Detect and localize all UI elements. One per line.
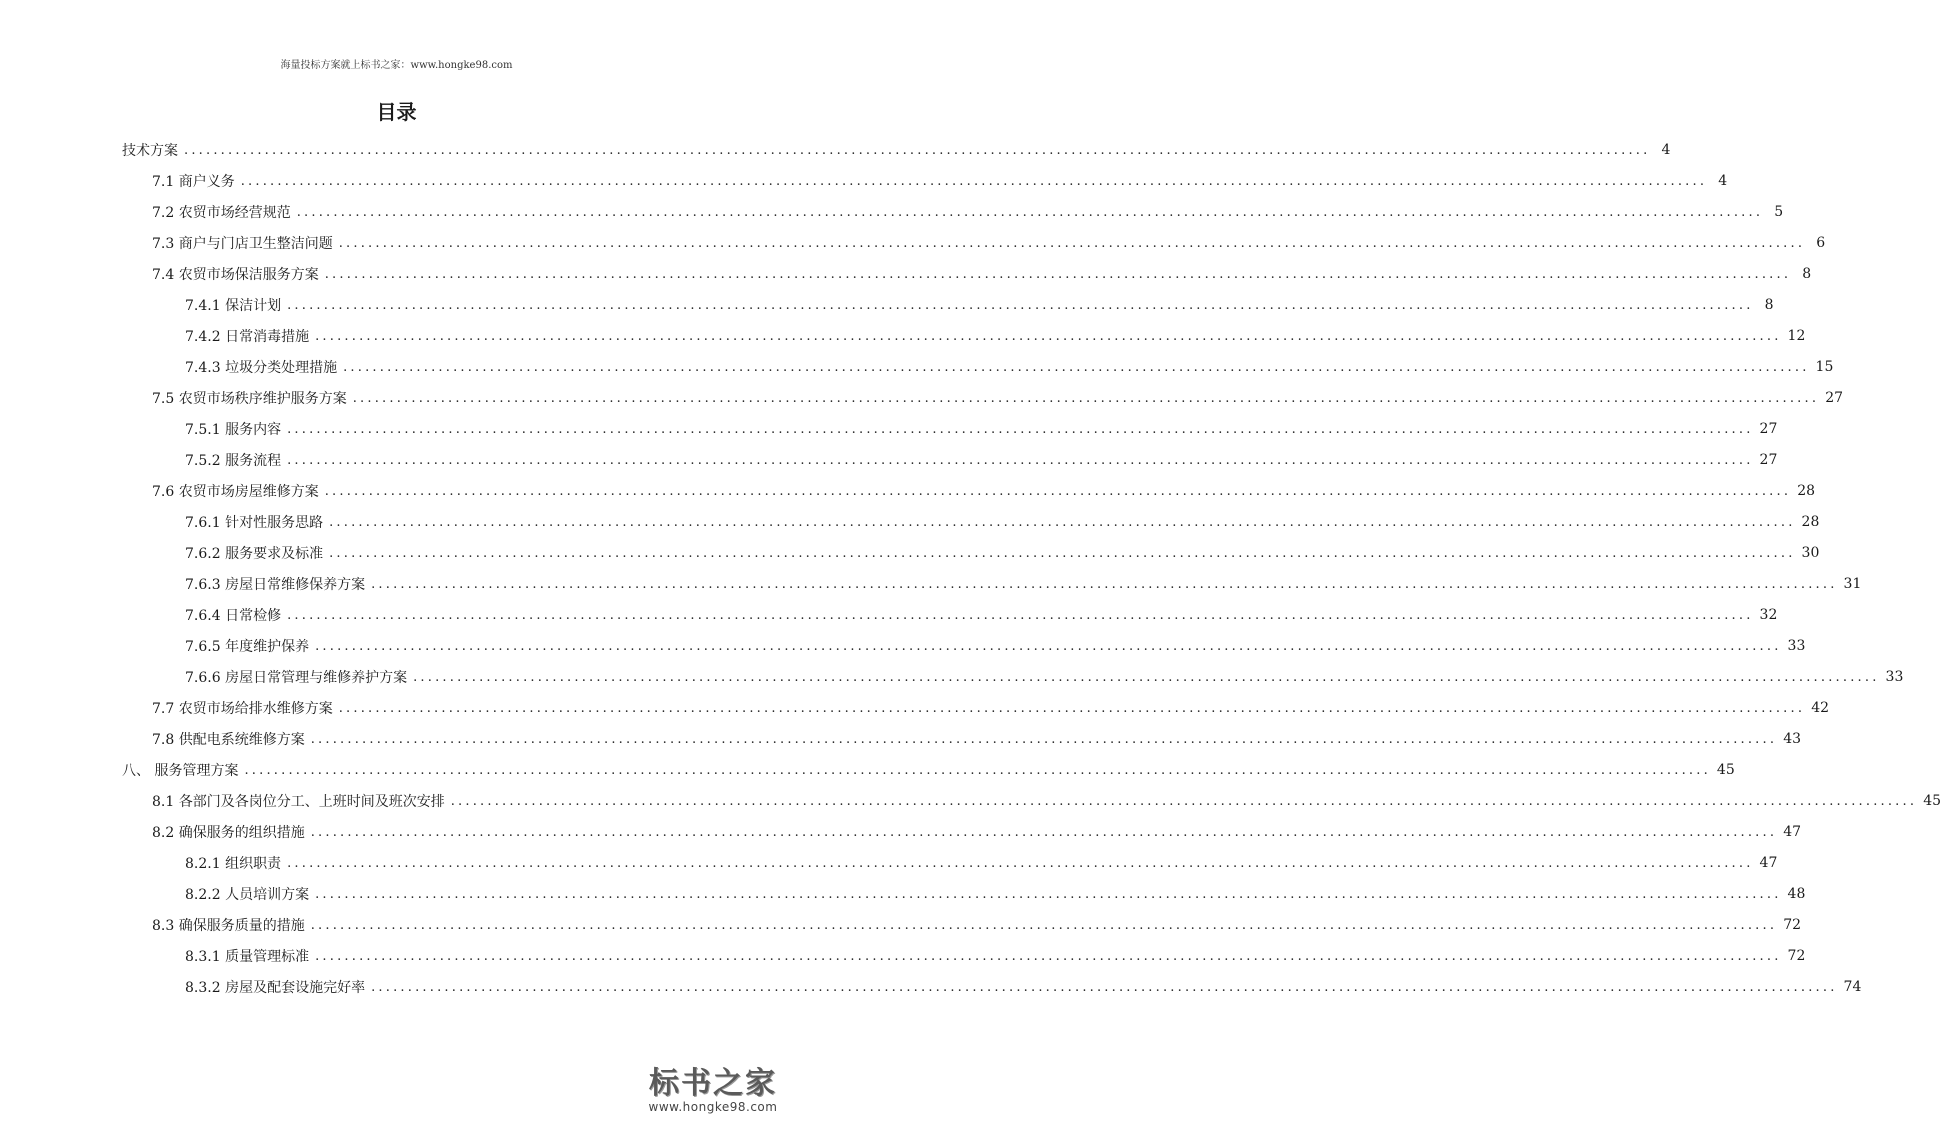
toc-entry-page: 8 [1802,266,1812,282]
toc-leader-dots: ........................................................................................................................................................................................................ [240,173,1708,189]
toc-entry[interactable] [152,789,1941,813]
toc-entry-page: 30 [1801,545,1820,561]
toc-entry[interactable] [185,355,1834,379]
toc-entry-label: 7.6.2 服务要求及标准 [185,546,324,562]
toc-leader-dots: ........................................................................................................................................................................................................ [244,762,1711,778]
toc-entry-label: 7.4.2 日常消毒措施 [185,329,310,345]
toc-leader-dots: ........................................................................................................................................................................................................ [287,421,1754,437]
toc-entry-page: 4 [1661,142,1671,158]
toc-entry-label: 7.5.2 服务流程 [185,453,282,469]
toc-leader-dots: ........................................................................................................................................................................................................ [338,700,1806,716]
toc-leader-dots: ........................................................................................................................................................................................................ [338,235,1806,251]
toc-entry-page: 48 [1787,886,1806,902]
toc-entry-label: 7.6 农贸市场房屋维修方案 [152,484,319,500]
toc-entry-page: 28 [1797,483,1816,499]
toc-entry-page: 27 [1825,390,1844,406]
toc-leader-dots: ........................................................................................................................................................................................................ [343,359,1810,375]
toc-entry-label: 8.2 确保服务的组织措施 [152,825,305,841]
toc-entry-label: 7.6.3 房屋日常维修保养方案 [185,577,366,593]
toc-entry[interactable] [185,944,1806,968]
toc-entry-page: 45 [1716,762,1735,778]
logo-text: 标书之家 [649,1066,777,1101]
toc-entry-label: 7.2 农贸市场经营规范 [152,205,291,221]
toc-entry-page: 72 [1783,917,1802,933]
toc-entry[interactable] [152,479,1816,503]
toc-leader-dots: ........................................................................................................................................................................................................ [315,948,1782,964]
toc-entry-label: 7.6.4 日常检修 [185,608,282,624]
toc-entry-label: 7.5 农贸市场秩序维护服务方案 [152,391,347,407]
toc-entry-label: 8.3 确保服务质量的措施 [152,918,305,934]
toc-entry-label: 7.6.1 针对性服务思路 [185,515,324,531]
toc-entry-label: 7.6.5 年度维护保养 [185,639,310,655]
toc-entry-label: 7.8 供配电系统维修方案 [152,732,305,748]
toc-leader-dots: ........................................................................................................................................................................................................ [315,886,1782,902]
toc-entry[interactable] [152,169,1728,193]
toc-leader-dots: ........................................................................................................................................................................................................ [310,731,1778,747]
toc-leader-dots: ........................................................................................................................................................................................................ [310,824,1778,840]
toc-entry-page: 27 [1759,452,1778,468]
toc-entry[interactable] [185,975,1862,999]
toc-entry-label: 技术方案 [122,143,178,159]
toc-entry[interactable] [185,603,1778,627]
toc-entry[interactable] [185,324,1806,348]
toc-entry[interactable] [185,851,1778,875]
toc-entry-label: 7.4.3 垃圾分类处理措施 [185,360,338,376]
toc-entry-label: 八、 服务管理方案 [122,763,239,779]
toc-entry-label: 7.1 商户义务 [152,174,235,190]
toc-leader-dots: ........................................................................................................................................................................................................ [413,669,1880,685]
toc-entry-page: 27 [1759,421,1778,437]
page-title: 目录 [376,100,417,124]
toc-entry-page: 4 [1718,173,1728,189]
toc-entry[interactable] [185,510,1820,534]
toc-leader-dots: ........................................................................................................................................................................................................ [329,514,1796,530]
toc-entry-label: 8.2.2 人员培训方案 [185,887,310,903]
toc-entry[interactable] [185,541,1820,565]
toc-entry[interactable] [152,386,1844,410]
toc-entry-page: 28 [1801,514,1820,530]
toc-entry[interactable] [185,448,1778,472]
toc-entry[interactable] [152,913,1802,937]
toc-entry[interactable] [152,727,1802,751]
toc-entry-page: 15 [1815,359,1834,375]
toc-entry[interactable] [152,200,1784,224]
toc-entry[interactable] [185,882,1806,906]
toc-leader-dots: ........................................................................................................................................................................................................ [287,452,1754,468]
brand-logo [643,1058,783,1114]
page-header: 海量投标方案就上标书之家：www.hongke98.com [280,60,513,71]
toc-entry-page: 12 [1787,328,1806,344]
toc-entry-page: 43 [1783,731,1802,747]
toc-leader-dots: ........................................................................................................................................................................................................ [310,917,1778,933]
toc-entry[interactable] [185,572,1862,596]
toc-entry[interactable] [185,634,1806,658]
toc-entry[interactable] [122,758,1735,782]
logo-url: www.hongke98.com [648,1100,778,1114]
toc-entry[interactable] [152,696,1830,720]
toc-entry-label: 8.3.1 质量管理标准 [185,949,310,965]
toc-entry-page: 42 [1811,700,1830,716]
toc-leader-dots: ........................................................................................................................................................................................................ [315,638,1782,654]
toc-entry-label: 8.2.1 组织职责 [185,856,282,872]
toc-leader-dots: ........................................................................................................................................................................................................ [296,204,1764,220]
toc-leader-dots: ........................................................................................................................................................................................................ [287,297,1754,313]
toc-entry[interactable] [185,665,1904,689]
toc-entry-label: 7.7 农贸市场给排水维修方案 [152,701,333,717]
toc-leader-dots: ........................................................................................................................................................................................................ [450,793,1918,809]
toc-entry-page: 6 [1816,235,1826,251]
toc-entry-page: 33 [1787,638,1806,654]
toc-entry[interactable] [152,231,1826,255]
toc-entry-page: 32 [1759,607,1778,623]
toc-entry-page: 74 [1843,979,1862,995]
toc-entry-page: 47 [1759,855,1778,871]
toc-entry[interactable] [152,820,1802,844]
toc-entry-page: 31 [1843,576,1862,592]
toc-entry-page: 47 [1783,824,1802,840]
toc-entry-label: 7.6.6 房屋日常管理与维修养护方案 [185,670,408,686]
toc-leader-dots: ........................................................................................................................................................................................................ [371,979,1838,995]
toc-entry-page: 8 [1764,297,1774,313]
toc-leader-dots: ........................................................................................................................................................................................................ [324,483,1792,499]
toc-leader-dots: ........................................................................................................................................................................................................ [352,390,1820,406]
toc-entry-label: 8.3.2 房屋及配套设施完好率 [185,980,366,996]
toc-entry[interactable] [185,293,1774,317]
toc-leader-dots: ........................................................................................................................................................................................................ [287,607,1754,623]
toc-entry-label: 8.1 各部门及各岗位分工、上班时间及班次安排 [152,794,445,810]
toc-entry-label: 7.5.1 服务内容 [185,422,282,438]
toc-leader-dots: ........................................................................................................................................................................................................ [315,328,1782,344]
toc-entry-page: 33 [1885,669,1904,685]
toc-entry-page: 45 [1923,793,1941,809]
toc-leader-dots: ........................................................................................................................................................................................................ [184,142,1651,158]
toc-entry-label: 7.4.1 保洁计划 [185,298,282,314]
toc-entry-page: 72 [1787,948,1806,964]
toc-leader-dots: ........................................................................................................................................................................................................ [287,855,1754,871]
toc-entry[interactable] [122,138,1671,162]
toc-leader-dots: ........................................................................................................................................................................................................ [371,576,1838,592]
toc-entry-label: 7.3 商户与门店卫生整洁问题 [152,236,333,252]
toc-entry[interactable] [152,262,1812,286]
toc-entry[interactable] [185,417,1778,441]
toc-leader-dots: ........................................................................................................................................................................................................ [324,266,1792,282]
toc-entry-page: 5 [1774,204,1784,220]
toc-leader-dots: ........................................................................................................................................................................................................ [329,545,1796,561]
toc-entry-label: 7.4 农贸市场保洁服务方案 [152,267,319,283]
